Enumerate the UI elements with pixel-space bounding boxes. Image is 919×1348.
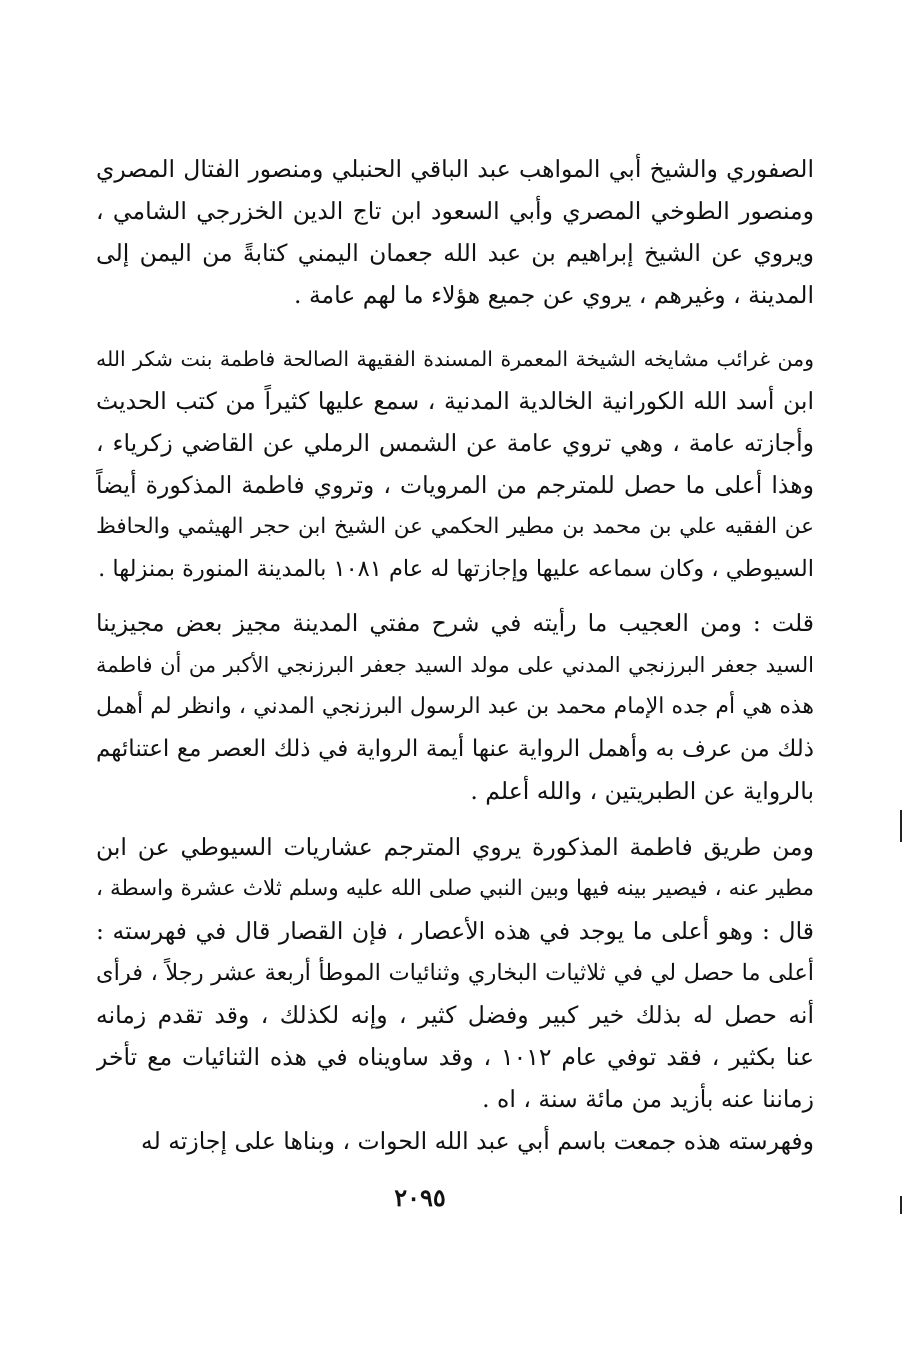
text-line: ومنصور الطوخي المصري وأبي السعود ابن تاج الدين الخزرجي الشامي ، <box>96 197 814 225</box>
text-line: ابن أسد الله الكورانية الخالدية المدنية ، سمع عليها كثيراً من كتب الحديث <box>96 387 814 415</box>
scan-edge-mark <box>900 810 902 842</box>
text-line: وهذا أعلى ما حصل للمترجم من المرويات ، وتروي فاطمة المذكورة أيضاً <box>96 471 814 499</box>
paragraph-5 <box>96 1120 814 1162</box>
text-line: قلت : ومن العجيب ما رأيته في شرح مفتي المدينة مجيز بعض مجيزينا <box>96 609 814 637</box>
text-line: أنه حصل له بذلك خير كبير وفضل كثير ، وإنه لكذلك ، وقد تقدم زمانه <box>96 1001 814 1029</box>
text-line: ذلك من عرف به وأهمل الرواية عنها أيمة الرواية في ذلك العصر مع اعتنائهم <box>96 736 814 762</box>
page-number: ٢٠٩٥ <box>394 1183 446 1212</box>
paragraph-3 <box>96 602 814 812</box>
text-line: قال : وهو أعلى ما يوجد في هذه الأعصار ، فإن القصار قال في فهرسته : <box>96 917 814 945</box>
text-line: السيوطي ، وكان سماعه عليها وإجازتها له عام ١٠٨١ بالمدينة المنورة بمنزلها . <box>98 556 814 582</box>
text-line: زماننا عنه بأزيد من مائة سنة ، اه . <box>482 1085 814 1113</box>
text-line: المدينة ، وغيرهم ، يروي عن جميع هؤلاء ما لهم عامة . <box>294 281 814 309</box>
text-line: ويروي عن الشيخ إبراهيم بن عبد الله جعمان اليمني كتابةً من اليمن إلى <box>96 239 814 267</box>
paragraph-4 <box>96 826 814 1120</box>
scan-edge-mark <box>900 1196 902 1214</box>
text-line: مطير عنه ، فيصير بينه فيها وبين النبي صلى الله عليه وسلم ثلاث عشرة واسطة ، <box>96 876 814 901</box>
text-line: السيد جعفر البرزنجي المدني على مولد السيد جعفر البرزنجي الأكبر من أن فاطمة <box>96 653 814 677</box>
text-line: عن الفقيه علي بن محمد بن مطير الحكمي عن الشيخ ابن حجر الهيثمي والحافظ <box>96 514 814 539</box>
text-line: وفهرسته هذه جمعت باسم أبي عبد الله الحوات ، وبناها على إجازته له <box>141 1127 814 1155</box>
text-line: وأجازته عامة ، وهي تروي عامة عن الشمس الرملي عن القاضي زكرياء ، <box>96 429 814 457</box>
paragraph-2 <box>96 338 814 590</box>
text-line: بالرواية عن الطبريتين ، والله أعلم . <box>470 777 814 805</box>
text-line: الصفوري والشيخ أبي المواهب عبد الباقي الحنبلي ومنصور الفتال المصري <box>96 155 814 183</box>
paragraph-1 <box>96 148 814 316</box>
text-line: ومن طريق فاطمة المذكورة يروي المترجم عشاريات السيوطي عن ابن <box>96 833 814 861</box>
text-line: ومن غرائب مشايخه الشيخة المعمرة المسندة الفقيهة الصالحة فاطمة بنت شكر الله <box>96 347 814 371</box>
text-line: هذه هي أم جده الإمام محمد بن عبد الرسول البرزنجي المدني ، وانظر لم أهمل <box>96 694 814 719</box>
text-line: عنا بكثير ، فقد توفي عام ١٠١٢ ، وقد ساويناه في هذه الثنائيات مع تأخر <box>96 1043 814 1071</box>
text-line: أعلى ما حصل لي في ثلاثيات البخاري وثنائيات الموطأ أربعة عشر رجلاً ، فرأى <box>96 960 814 986</box>
